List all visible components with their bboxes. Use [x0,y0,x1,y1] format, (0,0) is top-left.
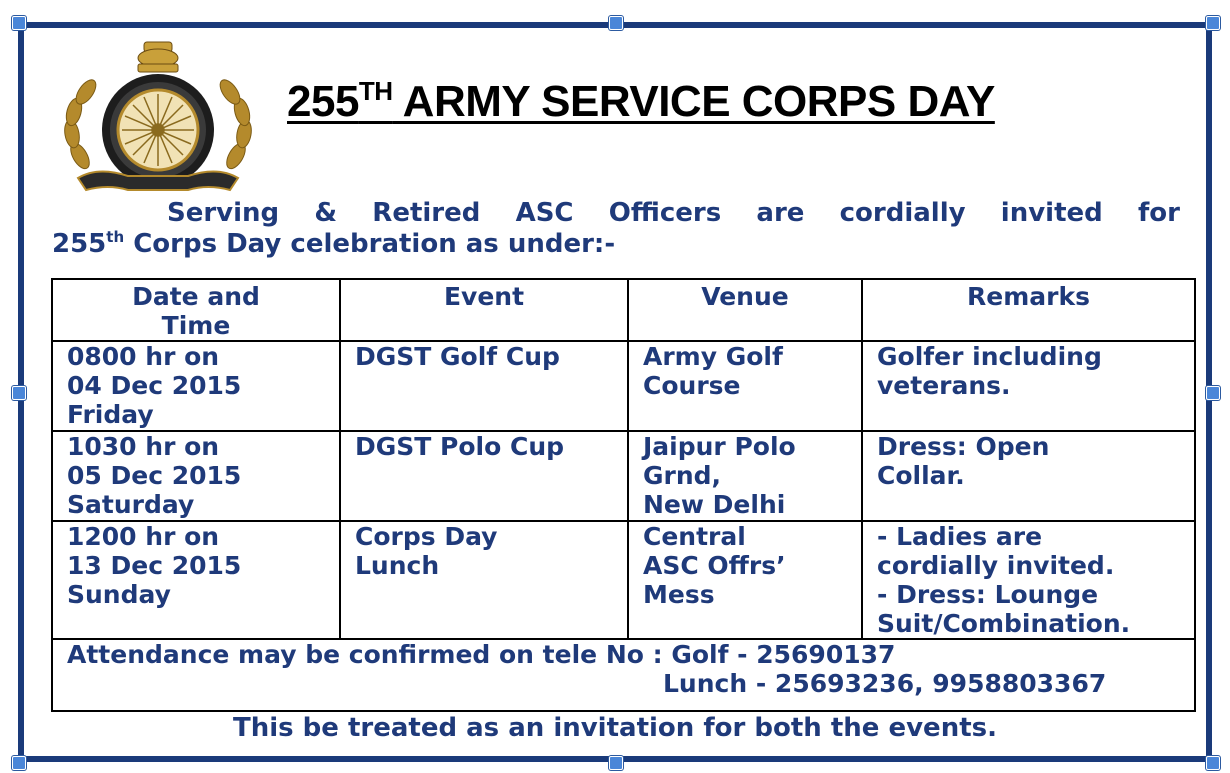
cell-event [340,521,628,639]
cell-line: Central [643,522,746,551]
intro-word: cordially [839,198,966,228]
cell-line: 04 Dec 2015 [67,371,242,400]
table-row [52,431,1195,521]
cell-line: Saturday [67,490,195,519]
cell-date [52,521,340,639]
cell-line: Course [643,371,741,400]
cell-line: Suit/Combination. [877,609,1131,638]
cell-line: 1200 hr on [67,522,220,551]
cell-event [340,431,628,521]
cell-event [340,341,628,431]
resize-handle-top-right[interactable] [1206,16,1220,30]
table-header-row [52,279,1195,341]
lion-capital-icon [138,42,178,72]
cell-remarks [862,521,1195,639]
cell-line: Corps Day [355,522,498,551]
attendance-contact [52,639,1195,711]
cell-line: - Ladies are [877,522,1043,551]
intro-line-2: 255th Corps Day celebration as under:- [52,228,616,259]
table-row [52,521,1195,639]
cell-venue [628,521,862,639]
cell-venue [628,431,862,521]
resize-handle-top-left[interactable] [12,16,26,30]
resize-handle-bottom-center[interactable] [609,756,623,770]
cell-line: Sunday [67,580,171,609]
cell-line: Collar. [877,461,965,490]
page-title: 255TH ARMY SERVICE CORPS DAY [287,76,995,126]
cell-line: Grnd, [643,461,722,490]
intro-word: Retired [372,198,481,228]
cell-line: Friday [67,400,154,429]
resize-handle-middle-left[interactable] [12,386,26,400]
attendance-golf-line: Attendance may be confirmed on tele No : Golf - 25690137 [67,640,896,669]
resize-handle-top-center[interactable] [609,16,623,30]
cell-line: veterans. [877,371,1011,400]
cell-line: Lunch [355,551,440,580]
cell-line: Jaipur Polo [643,432,796,461]
cell-date [52,341,340,431]
cell-venue [628,341,862,431]
cell-line: Dress: Open [877,432,1050,461]
closing-note: This be treated as an invitation for both the events. [233,713,997,743]
table-footer-row [52,639,1195,711]
cell-line: ASC Offrs’ [643,551,786,580]
header-venue: Venue [628,279,862,341]
resize-handle-middle-right[interactable] [1206,386,1220,400]
resize-handle-bottom-left[interactable] [12,756,26,770]
intro-word: ASC [515,198,574,228]
cell-remarks [862,341,1195,431]
cell-line: 1030 hr on [67,432,220,461]
cell-line: Mess [643,580,715,609]
intro-word: are [756,198,805,228]
cell-line: 13 Dec 2015 [67,551,242,580]
cell-line: 0800 hr on [67,342,220,371]
cell-line: - Dress: Lounge [877,580,1099,609]
cell-line: Army Golf [643,342,783,371]
header-remarks: Remarks [862,279,1195,341]
intro-line-1 [52,198,1180,228]
header-event: Event [340,279,628,341]
cell-remarks [862,431,1195,521]
intro-word: for [1137,198,1180,228]
cell-line: DGST Golf Cup [355,342,560,371]
cell-line: cordially invited. [877,551,1115,580]
intro-word: & [314,198,338,228]
cell-line: 05 Dec 2015 [67,461,242,490]
header-date-time: Date and Time [52,279,340,341]
intro-word: Serving [167,198,280,228]
intro-word: Officers [608,198,722,228]
resize-handle-bottom-right[interactable] [1206,756,1220,770]
asc-emblem-logo [58,38,258,200]
cell-line: Golfer including [877,342,1102,371]
attendance-lunch-line: Lunch - 25693236, 9958803367 [663,669,1107,698]
cell-date [52,431,340,521]
table-row [52,341,1195,431]
cell-line: New Delhi [643,490,786,519]
cell-line: DGST Polo Cup [355,432,565,461]
events-table [51,278,1196,712]
intro-word: invited [1000,198,1103,228]
